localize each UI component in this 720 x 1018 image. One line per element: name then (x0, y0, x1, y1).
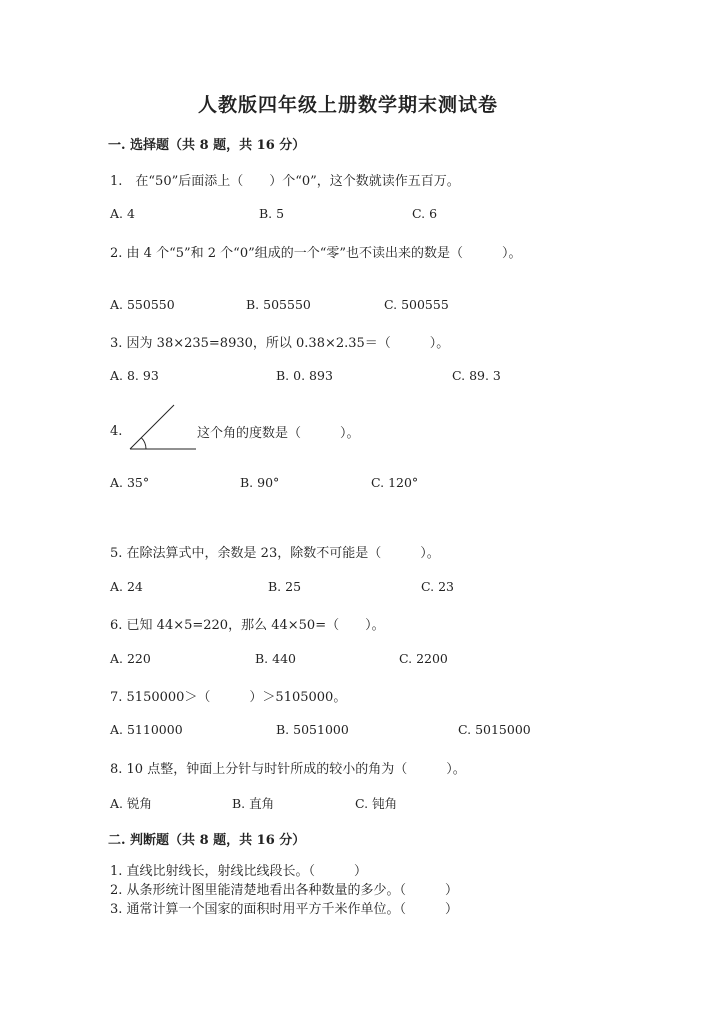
question-4-stem: 这个角的度数是（ ）。 (197, 426, 360, 441)
angle-ray (130, 405, 174, 449)
question-7-option-c: C. 5015000 (458, 722, 531, 737)
question-3-option-b: B. 0. 893 (276, 368, 333, 383)
question-2-option-b: B. 505550 (246, 297, 311, 312)
judge-item-2: 2. 从条形统计图里能清楚地看出各种数量的多少。（ ） (110, 883, 459, 898)
question-8-stem: 8. 10 点整，钟面上分针与时针所成的较小的角为（ ）。 (110, 762, 466, 777)
question-7-option-b: B. 5051000 (276, 722, 349, 737)
angle-arc (141, 438, 146, 449)
question-6-stem: 6. 已知 44×5=220，那么 44×50=（ ）。 (110, 618, 385, 633)
question-8-option-a: A. 锐角 (110, 796, 152, 811)
question-5-stem: 5. 在除法算式中，余数是 23，除数不可能是（ ）。 (110, 546, 440, 561)
question-2-option-a: A. 550550 (110, 297, 175, 312)
question-6-option-a: A. 220 (110, 651, 151, 666)
question-4-option-c: C. 120° (371, 475, 419, 490)
question-3-option-c: C. 89. 3 (452, 368, 501, 383)
question-3-stem: 3. 因为 38×235=8930，所以 0.38×2.35＝（ ）。 (110, 336, 450, 351)
question-4-option-b: B. 90° (240, 475, 280, 490)
question-2-option-c: C. 500555 (384, 297, 449, 312)
question-5-option-b: B. 25 (268, 579, 302, 594)
page-title: 人教版四年级上册数学期末测试卷 (198, 94, 499, 116)
question-5-option-a: A. 24 (110, 579, 143, 594)
question-6-option-b: B. 440 (255, 651, 296, 666)
question-5-option-c: C. 23 (421, 579, 454, 594)
question-7-option-a: A. 5110000 (110, 722, 183, 737)
question-1-option-b: B. 5 (259, 206, 285, 221)
question-8-option-b: B. 直角 (232, 796, 275, 811)
judge-item-1: 1. 直线比射线长，射线比线段长。（ ） (110, 864, 368, 879)
question-4-number: 4. (110, 424, 123, 439)
question-1-option-a: A. 4 (110, 206, 135, 221)
question-7-stem: 7. 5150000＞（ ）＞5105000。 (110, 690, 347, 705)
judge-item-3: 3. 通常计算一个国家的面积时用平方千米作单位。（ ） (110, 902, 459, 917)
question-1-option-c: C. 6 (412, 206, 438, 221)
question-3-option-a: A. 8. 93 (110, 368, 159, 383)
question-2-stem: 2. 由 4 个“5”和 2 个“0”组成的一个“零”也不读出来的数是（ ）。 (110, 246, 522, 261)
question-4-option-a: A. 35° (110, 475, 150, 490)
question-8-option-c: C. 钝角 (355, 796, 398, 811)
question-6-option-c: C. 2200 (399, 651, 448, 666)
question-1-stem: 1. 在“50”后面添上（ ）个“0”，这个数就读作五百万。 (110, 174, 460, 189)
section-heading-judge: 二. 判断题（共 8 题，共 16 分） (108, 833, 306, 848)
section-heading-choice: 一. 选择题（共 8 题，共 16 分） (108, 138, 306, 153)
